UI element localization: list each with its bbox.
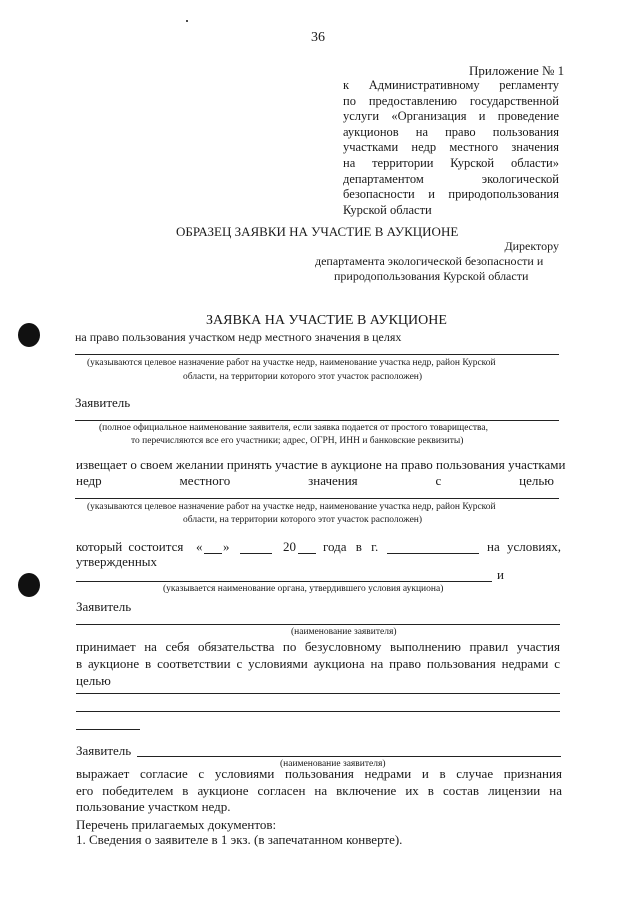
docs-item: 1. Сведения о заявителе в 1 экз. (в запечатанном конверте). (76, 832, 403, 847)
appendix-text (343, 78, 559, 218)
quote-open: « (196, 539, 203, 554)
appendix-line: участками недр местного значения (343, 140, 559, 155)
appendix-line: безопасности и природопользования (343, 187, 559, 202)
appendix-line: департаментом экологической (343, 171, 559, 186)
fill-line (76, 729, 140, 730)
hint-text: области, на территории которого этот участок расположен) (183, 515, 423, 525)
month-fill-line (240, 553, 272, 554)
appendix-line: на территории Курской области» (343, 155, 559, 170)
hint-text: (полное официальное наименование заявителя, если заявка подается от простого товарищества, (99, 423, 488, 433)
appendix-line: по предоставлению государственной (343, 93, 559, 108)
scan-speck (186, 20, 188, 22)
quote-close: » (223, 539, 230, 554)
notify-word: местного (179, 473, 231, 488)
fill-line (137, 756, 561, 757)
obligation-paragraph (76, 638, 560, 689)
fill-line (76, 624, 560, 625)
obligation-line: целью (76, 673, 111, 688)
fill-line (76, 711, 560, 712)
hole-punch-mark (18, 573, 40, 597)
notify-word: значения (308, 473, 358, 488)
consent-line (76, 766, 562, 783)
notify-word: с (435, 473, 442, 488)
hint-text: (указываются целевое назначение работ на участке недр, наименование участка недр, район Курской (87, 358, 496, 368)
consent-word: признания (503, 766, 562, 781)
city-fill-line (387, 553, 479, 554)
consent-word: условиями (214, 766, 275, 781)
fill-line (75, 498, 559, 499)
and-label: и (497, 567, 504, 582)
addressee-line: департамента экологической безопасности и (315, 254, 544, 268)
held-which: который состоится (76, 539, 184, 554)
applicant-label: Заявитель (76, 743, 132, 758)
hint-text: (указываются целевое назначение работ на участке недр, наименование участка недр, район Курской (87, 502, 496, 512)
consent-word: согласие (140, 766, 188, 781)
hint-text: (указывается наименование органа, утвердившего условия аукциона) (163, 584, 444, 594)
page-number: 36 (311, 30, 325, 45)
docs-title: Перечень прилагаемых документов: (76, 817, 277, 832)
year-fill-line (298, 553, 316, 554)
application-title: ЗАЯВКА НА УЧАСТИЕ В АУКЦИОНЕ (206, 313, 447, 328)
consent-line: его победителем в аукционе согласен на включение их в состав лицензии на (76, 782, 562, 798)
hint-text: то перечисляются все его участники; адрес, ОГРН, ИНН и банковские реквизиты) (131, 436, 464, 446)
addressee-line: природопользования Курской области (334, 269, 529, 283)
consent-paragraph (76, 766, 562, 816)
obligation-line: в аукционе в соответствии с условиями аукциона на право пользования недрами с (76, 656, 560, 671)
fill-line (75, 420, 559, 421)
application-subtitle: на право пользования участком недр местного значения в целях (75, 330, 402, 344)
hole-punch-mark (18, 323, 40, 347)
fill-line (76, 693, 560, 694)
notify-word: целью (519, 473, 554, 488)
notify-paragraph (76, 457, 566, 489)
consent-word: пользования (284, 766, 354, 781)
applicant-label: Заявитель (75, 395, 131, 410)
notify-line (76, 473, 560, 489)
consent-word: и (421, 766, 429, 781)
hint-text: (наименование заявителя) (291, 627, 397, 637)
appendix-line: услуги «Организация и проведение (343, 109, 559, 124)
year-suffix: года в г. (323, 539, 379, 554)
applicant-label: Заявитель (76, 599, 132, 614)
consent-word: недрами (364, 766, 412, 781)
hint-text: области, на территории которого этот участок расположен) (183, 372, 423, 382)
notify-word: недр (76, 473, 102, 488)
consent-word: с (198, 766, 205, 781)
obligation-line: принимает на себя обязательства по безусловному выполнению правил участия (76, 639, 560, 654)
addressee-line: Директору (504, 239, 559, 253)
appendix-title: Приложение № 1 (469, 63, 565, 78)
consent-word: выражает (76, 766, 130, 781)
appendix-line: к Административному регламенту (343, 78, 559, 92)
fill-line (75, 354, 559, 355)
held-conditions: на условиях, (487, 539, 562, 554)
consent-word: случае (456, 766, 494, 781)
notify-line: извещает о своем желании принять участие в аукционе на право пользования участками (76, 457, 566, 472)
consent-line: пользование участком недр. (76, 799, 231, 814)
fill-line (76, 581, 492, 582)
approved-label: утвержденных (76, 554, 158, 569)
appendix-line: аукционов на право пользования (343, 124, 559, 139)
year-prefix: 20 (283, 539, 296, 554)
sample-title: ОБРАЗЕЦ ЗАЯВКИ НА УЧАСТИЕ В АУКЦИОНЕ (176, 224, 459, 239)
hint-text: (наименование заявителя) (280, 759, 386, 769)
day-fill-line (204, 553, 222, 554)
consent-word: в (439, 766, 446, 781)
appendix-line: Курской области (343, 202, 432, 217)
